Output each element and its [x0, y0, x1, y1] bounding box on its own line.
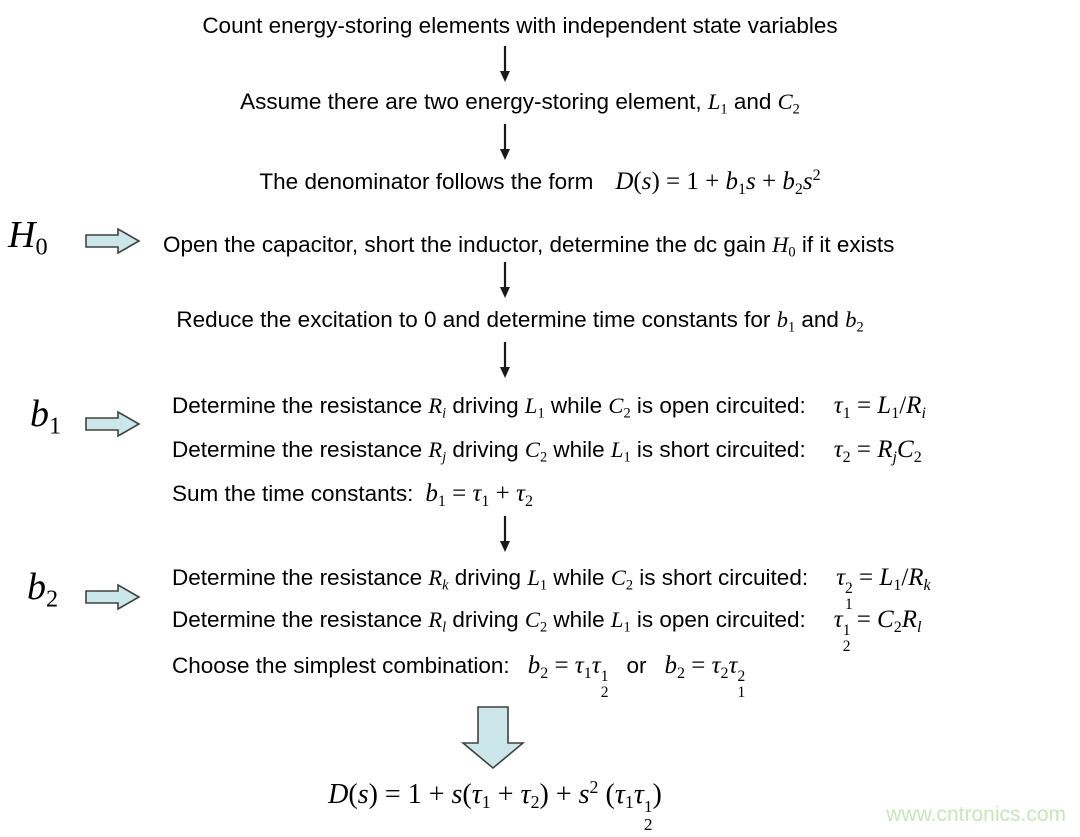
down-arrow-icon	[498, 516, 512, 552]
step-assume-two-elements: Assume there are two energy-storing element, L1 and C2	[240, 89, 800, 118]
right-block-arrow-icon	[85, 583, 141, 611]
right-block-arrow-icon	[85, 227, 141, 255]
step-b1-resistance-rj: Determine the resistance Rj driving C2 while L1 is short circuited: τ2 = RjC2	[172, 436, 922, 466]
step-b1-sum-time-constants: Sum the time constants: b1 = τ1 + τ2	[172, 480, 533, 510]
watermark: www.cntronics.com	[886, 803, 1066, 826]
down-arrow-icon	[498, 342, 512, 378]
step-b2-resistance-rk: Determine the resistance Rk driving L1 while C2 is short circuited: τ 2 1 = L1/Rk	[172, 564, 931, 613]
label-b2: b2	[27, 566, 59, 613]
step-count-elements: Count energy-storing elements with independent state variables	[202, 13, 838, 38]
down-arrow-icon	[498, 262, 512, 298]
step-b1-resistance-ri: Determine the resistance Ri driving L1 while C2 is open circuited: τ1 = L1/Ri	[172, 392, 926, 422]
label-b1: b1	[30, 393, 62, 440]
step-reduce-excitation: Reduce the excitation to 0 and determine time constants for b1 and b2	[176, 307, 864, 336]
final-denominator-formula: $D(s) = 1 + s(\tau 1 + \tau 2) + s^2$ (τ1τ 1 2 )	[328, 777, 662, 834]
step-denominator-form: The denominator follows the form $D(s) = 1 + b1s + b2s^2$	[259, 167, 821, 198]
step-open-capacitor: Open the capacitor, short the inductor, determine the dc gain H0 if it exists	[163, 232, 895, 261]
big-down-block-arrow-icon	[461, 706, 525, 770]
label-h0: H0	[8, 214, 48, 261]
step-b2-choose-combination: Choose the simplest combination: b2 = τ1τ 1 2 or b2 = τ2τ 2 1	[172, 652, 746, 701]
step-b2-resistance-rl: Determine the resistance Rl driving C2 while L1 is open circuited: τ 1 2 = C2Rl	[172, 606, 922, 655]
down-arrow-icon	[498, 124, 512, 160]
down-arrow-icon	[498, 46, 512, 82]
right-block-arrow-icon	[85, 410, 141, 438]
